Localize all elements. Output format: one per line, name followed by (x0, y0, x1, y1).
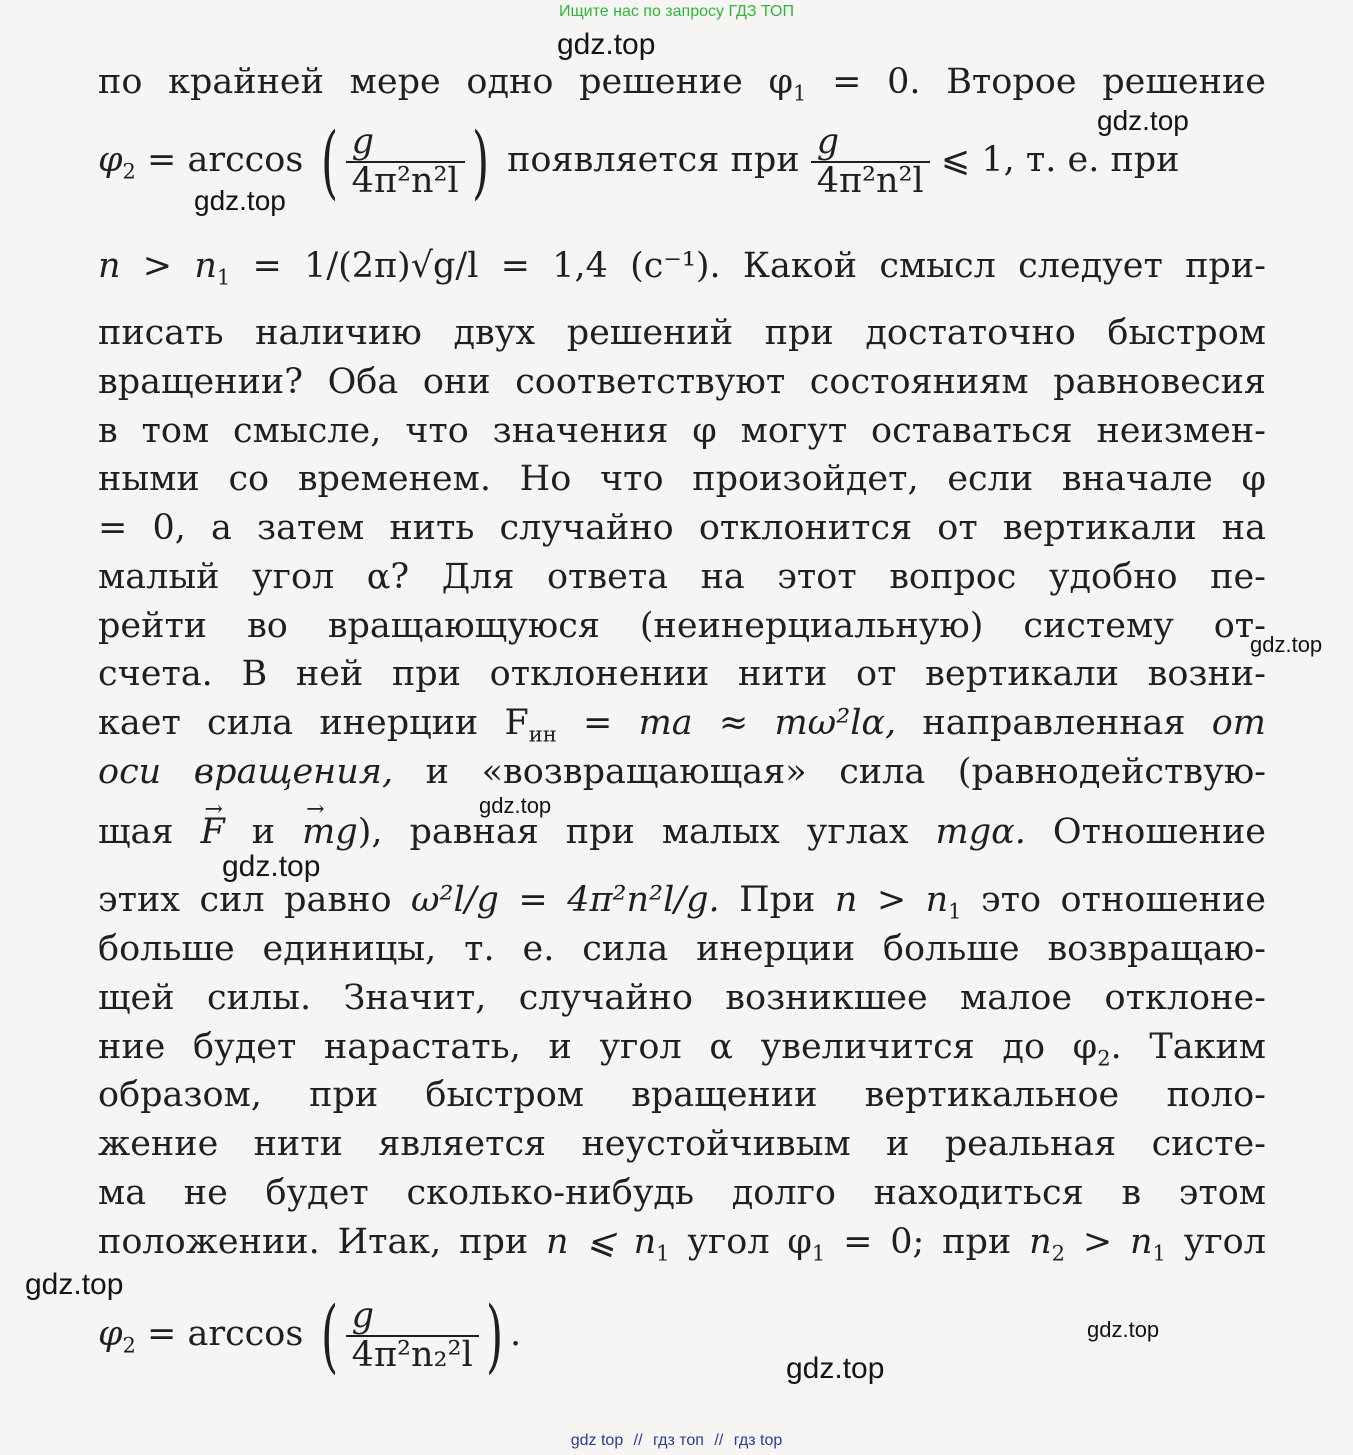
fraction: $\frac{g}{\text{4π²n²l}}$ (811, 124, 930, 200)
text-line: ма не будет сколько-нибудь долго находиться в этом (98, 1173, 1266, 1213)
force-vector: → F (201, 812, 225, 852)
text-line: жение нити является неустойчивым и реальная систе- (98, 1124, 1266, 1164)
footer-link[interactable]: gdz top (570, 1432, 624, 1449)
text-line: счета. В ней при отклонении нити от вертикали возни- (98, 654, 1266, 694)
text-line: щая → F и → mg), равная при малых углах mgα. Отношение (98, 812, 1266, 852)
fraction: $\frac{g}{\text{4π²n₂²l}}$ (346, 1298, 479, 1374)
footer-link[interactable]: гдз top (733, 1432, 783, 1449)
watermark: gdz.top (1087, 1317, 1160, 1342)
text-line: больше единицы, т. е. сила инерции больше возвращаю- (98, 929, 1266, 969)
text-line: ными со временем. Но что произойдет, если вначале φ (98, 459, 1266, 499)
text-line-formula: $\varphi_2 = \arccos$ ( $\frac{g}{\text{4π²n²l}}$ ) появляется при $\frac{g}{\text{4π²n²l}}$ ⩽ 1, т. е. при (98, 114, 1180, 208)
watermark: gdz.top (1250, 632, 1323, 657)
watermark: gdz.top (786, 1352, 885, 1385)
text-line: рейти во вращающуюся (неинерциальную) систему от- (98, 606, 1266, 646)
text-line: вращении? Оба они соответствуют состояниям равновесия (98, 362, 1266, 402)
watermark: gdz.top (194, 185, 286, 216)
bottom-banner[interactable] (0, 1430, 1353, 1452)
text-line: писать наличию двух решений при достаточно быстром (98, 313, 1266, 353)
watermark: gdz.top (222, 850, 321, 883)
watermark: gdz.top (1097, 105, 1189, 136)
text-line: этих сил равно ω²l/g = 4π²n²l/g. При $n > n_1$ это отношение (98, 880, 1266, 924)
watermark: gdz.top (479, 793, 552, 818)
text-line: $n > n_1 = 1/(2\pi)√g/l = 1,4$ (с⁻¹). Какой смысл следует при- (98, 246, 1266, 290)
watermark: gdz.top (25, 1268, 124, 1301)
text-line: в том смысле, что значения φ могут оставаться неизмен- (98, 411, 1266, 451)
text-line: кает сила инерции $F_{ин}$ = ma ≈ mω²lα, направленная от (98, 703, 1266, 747)
text-line: щей силы. Значит, случайно возникшее малое отклоне- (98, 978, 1266, 1018)
watermark: gdz.top (557, 28, 656, 61)
gravity-vector: → mg (302, 812, 358, 852)
separator: // (714, 1432, 724, 1449)
separator: // (633, 1432, 643, 1449)
footer-link[interactable]: гдз топ (653, 1432, 704, 1449)
text-line: оси вращения, и «возвращающая» сила (равнодействую- (98, 752, 1266, 792)
text-line: ние будет нарастать, и угол α увеличится до $\varphi_2$. Таким (98, 1027, 1267, 1071)
text-line: образом, при быстром вращении вертикальное поло- (98, 1075, 1266, 1115)
text-line-formula: $\varphi_2 = \arccos$ ( $\frac{g}{\text{4π²n₂²l}}$ ) . (98, 1288, 522, 1382)
text-line: по крайней мере одно решение $\varphi_1 = 0$. Второе решение (98, 62, 1266, 106)
text-line: малый угол α? Для ответа на этот вопрос удобно пе- (98, 557, 1266, 597)
text-line: положении. Итак, при n ⩽ $n_1$ угол $\varphi_1 = 0$; при $n_2 > n_1$ угол (98, 1222, 1266, 1266)
top-banner[interactable]: Ищите нас по запросу ГДЗ ТОП (559, 3, 794, 20)
text-line: = 0, а затем нить случайно отклонится от вертикали на (98, 508, 1266, 548)
fraction: $\frac{g}{\text{4π²n²l}}$ (346, 124, 465, 200)
